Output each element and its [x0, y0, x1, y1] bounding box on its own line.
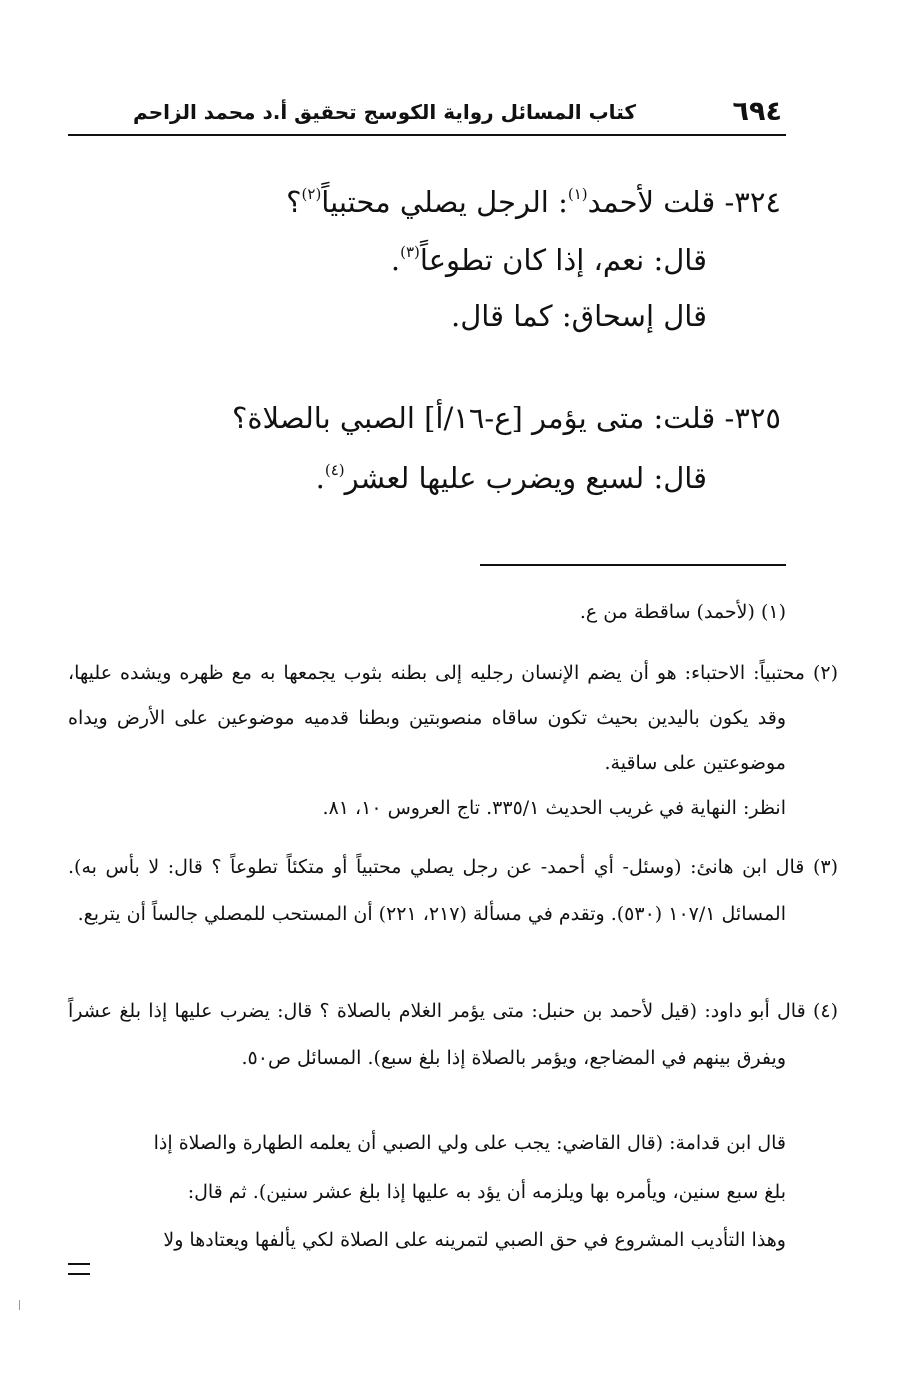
question-325: ٣٢٥- قلت: متى يؤمر [ع-١٦/أ] الصبي بالصلاة؟: [231, 401, 781, 435]
footnote-4-continuation-2: بلغ سبع سنين، ويأمره بها ويلزمه أن يؤد به عليها إذا بلغ عشر سنين). ثم قال:: [187, 1181, 786, 1203]
question-324-text-c: ؟: [286, 185, 302, 219]
question-324-text-b: : الرجل يصلي محتبياً: [321, 185, 568, 219]
question-324-text-a: ٣٢٤- قلت لأحمد: [587, 185, 781, 219]
question-324: [286, 184, 781, 220]
page-number: ٦٩٤: [732, 96, 782, 127]
answer-325: [316, 460, 707, 496]
answer-324-period: .: [390, 243, 401, 277]
footnote-3: (٣) قال ابن هانئ: (وسئل- أي أحمد- عن رجل يصلي محتبياً أو متكئاً تطوعاً ؟ قال: لا بأس به). المسائل ١٠٧/١ (٥٣٠). وتقدم في مسألة (٢١٧، ٢٢١) أن المستحب للمصلي جالساً أن يتربع.: [68, 856, 838, 925]
footnote-ref-1[interactable]: (١): [567, 185, 588, 203]
answer-324-text: قال: نعم، إذا كان تطوعاً: [419, 243, 707, 277]
footnote-4-continuation-1: قال ابن قدامة: (قال القاضي: يجب على ولي الصبي أن يعلمه الطهارة والصلاة إذا: [153, 1132, 786, 1154]
answer-325-text: قال: لسبع ويضرب عليها لعشر: [344, 461, 707, 495]
footnote-ref-4[interactable]: (٤): [324, 461, 345, 479]
continuation-mark: [68, 1263, 90, 1275]
ishaq-answer-324: قال إسحاق: كما قال.: [450, 299, 707, 333]
answer-324: [391, 242, 707, 278]
footnote-4: (٤) قال أبو داود: (قيل لأحمد بن حنبل: متى يؤمر الغلام بالصلاة ؟ قال: يضرب عليها إذا بلغ عشراً ويفرق بينهم في المضاجع، ويؤمر بالصلاة إذا بلغ سبع). المسائل ص٥٠.: [68, 1000, 839, 1069]
footnote-ref-2[interactable]: (٢): [301, 185, 322, 203]
footnote-ref-3[interactable]: (٣): [400, 243, 420, 261]
footnote-2-reference: انظر: النهاية في غريب الحديث ٣٣٥/١. تاج العروس ١٠، ٨١.: [322, 797, 786, 819]
answer-325-period: .: [315, 461, 325, 495]
footnote-1: (١) (لأحمد) ساقطة من ع.: [579, 601, 786, 623]
footnote-2: (٢) محتبياً: الاحتباء: هو أن يضم الإنسان رجليه إلى بطنه بثوب يجمعها به مع ظهره ويشده عليها، وقد يكون باليدين بحيث تكون ساقاه منصوبتين وبطنا قدميه موضوعين على الأرض ويداه موضوعتين على ساقية.: [68, 662, 838, 774]
footnote-4-continuation-3: وهذا التأديب المشروع في حق الصبي لتمرينه على الصلاة لكي يألفها ويعتادها ولا: [163, 1229, 786, 1251]
margin-mark: [19, 1300, 20, 1310]
footnote-separator: [480, 564, 786, 566]
page-header: [68, 92, 786, 136]
running-title: كتاب المسائل رواية الكوسج تحقيق أ.د محمد الزاحم: [133, 100, 636, 124]
